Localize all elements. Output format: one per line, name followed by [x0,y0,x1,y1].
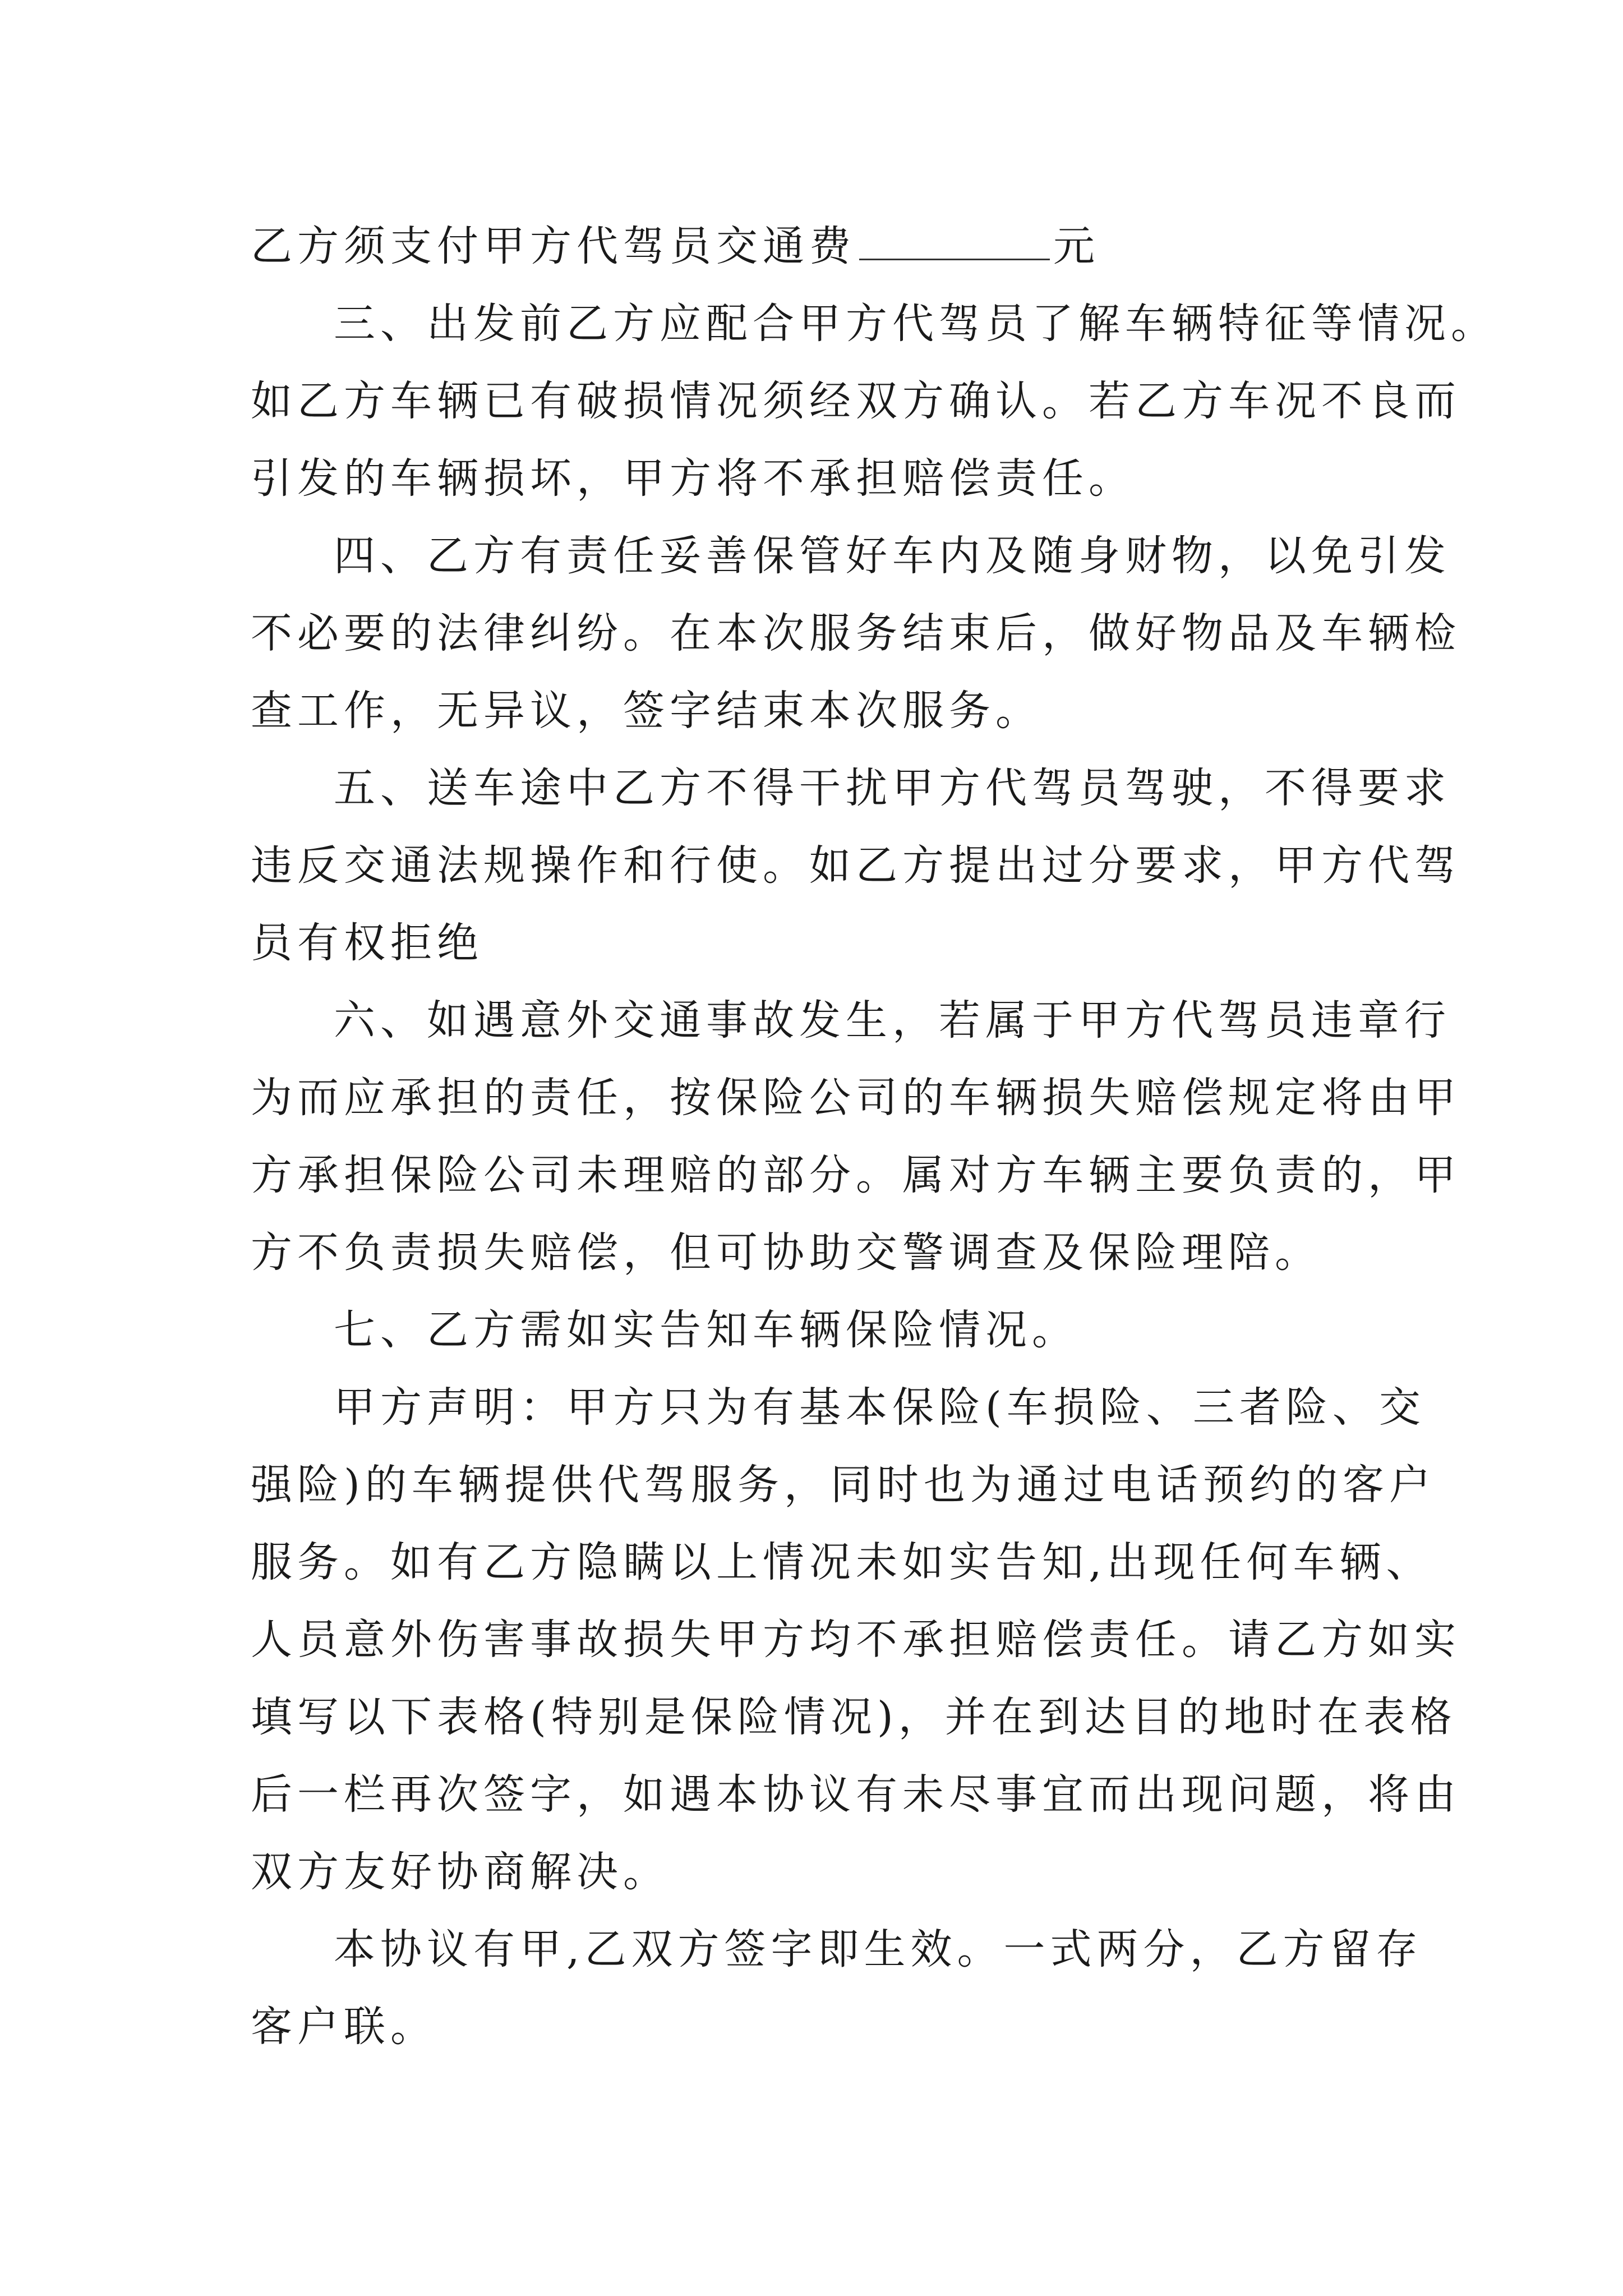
paragraph-3-line-1: 三、出发前乙方应配合甲方代驾员了解车辆特征等情况。 [334,300,1497,348]
paragraph-4 [251,517,1461,749]
declaration-line-2: 强险)的车辆提供代驾服务，同时也为通过电话预约的客户 [251,1461,1436,1509]
paragraph-6-line-2: 为而应承担的责任，按保险公司的车辆损失赔偿规定将由甲 [251,1074,1461,1122]
declaration-line-7: 双方友好协商解决。 [251,1848,670,1896]
effective-line-2: 客户联。 [251,2003,437,2051]
paragraph-3-line-3: 引发的车辆损坏，甲方将不承担赔偿责任。 [251,454,1135,503]
paragraph-6-line-4: 方不负责损失赔偿，但可协助交警调查及保险理陪。 [251,1228,1321,1277]
paragraph-4-line-1: 四、乙方有责任妥善保管好车内及随身财物，以免引发 [334,532,1451,580]
fee-line-prefix: 乙方须支付甲方代驾员交通费 [251,222,856,270]
paragraph-5 [251,749,1461,982]
fee-blank-field [859,224,1050,260]
paragraph-6-line-3: 方承担保险公司未理赔的部分。属对方车辆主要负责的，甲 [251,1151,1461,1199]
declaration-line-4: 人员意外伤害事故损失甲方均不承担赔偿责任。请乙方如实 [251,1616,1461,1664]
declaration-line-3: 服务。如有乙方隐瞒以上情况未如实告知,出现任何车辆、 [251,1538,1433,1586]
document-body [251,208,1497,2065]
paragraph-fee [251,208,1428,285]
declaration-line-6: 后一栏再次签字，如遇本协议有未尽事宜而出现问题，将由 [251,1770,1461,1819]
paragraph-declaration [251,1369,1461,1911]
effective-line-1: 本协议有甲,乙双方签字即生效。一式两分，乙方留存 [334,1925,1423,1973]
paragraph-6 [251,982,1461,1291]
paragraph-4-line-3: 查工作，无异议，签字结束本次服务。 [251,687,1042,735]
paragraph-effective [251,1911,1428,2065]
paragraph-7-line-1: 七、乙方需如实告知车辆保险情况。 [334,1306,1078,1354]
paragraph-4-line-2: 不必要的法律纠纷。在本次服务结束后，做好物品及车辆检 [251,609,1461,657]
paragraph-3-line-2: 如乙方车辆已有破损情况须经双方确认。若乙方车况不良而 [251,377,1461,425]
fee-line-suffix: 元 [1053,222,1100,270]
paragraph-7 [251,1291,1428,1369]
paragraph-5-line-3: 员有权拒绝 [251,919,483,967]
paragraph-5-line-1: 五、送车途中乙方不得干扰甲方代驾员驾驶，不得要求 [334,764,1451,812]
declaration-line-5: 填写以下表格(特别是保险情况)，并在到达目的地时在表格 [251,1693,1457,1741]
paragraph-5-line-2: 违反交通法规操作和行使。如乙方提出过分要求，甲方代驾 [251,841,1461,890]
paragraph-3 [251,285,1497,517]
paragraph-6-line-1: 六、如遇意外交通事故发生，若属于甲方代驾员违章行 [334,996,1451,1045]
declaration-line-1: 甲方声明：甲方只为有基本保险(车损险、三者险、交 [334,1383,1426,1432]
